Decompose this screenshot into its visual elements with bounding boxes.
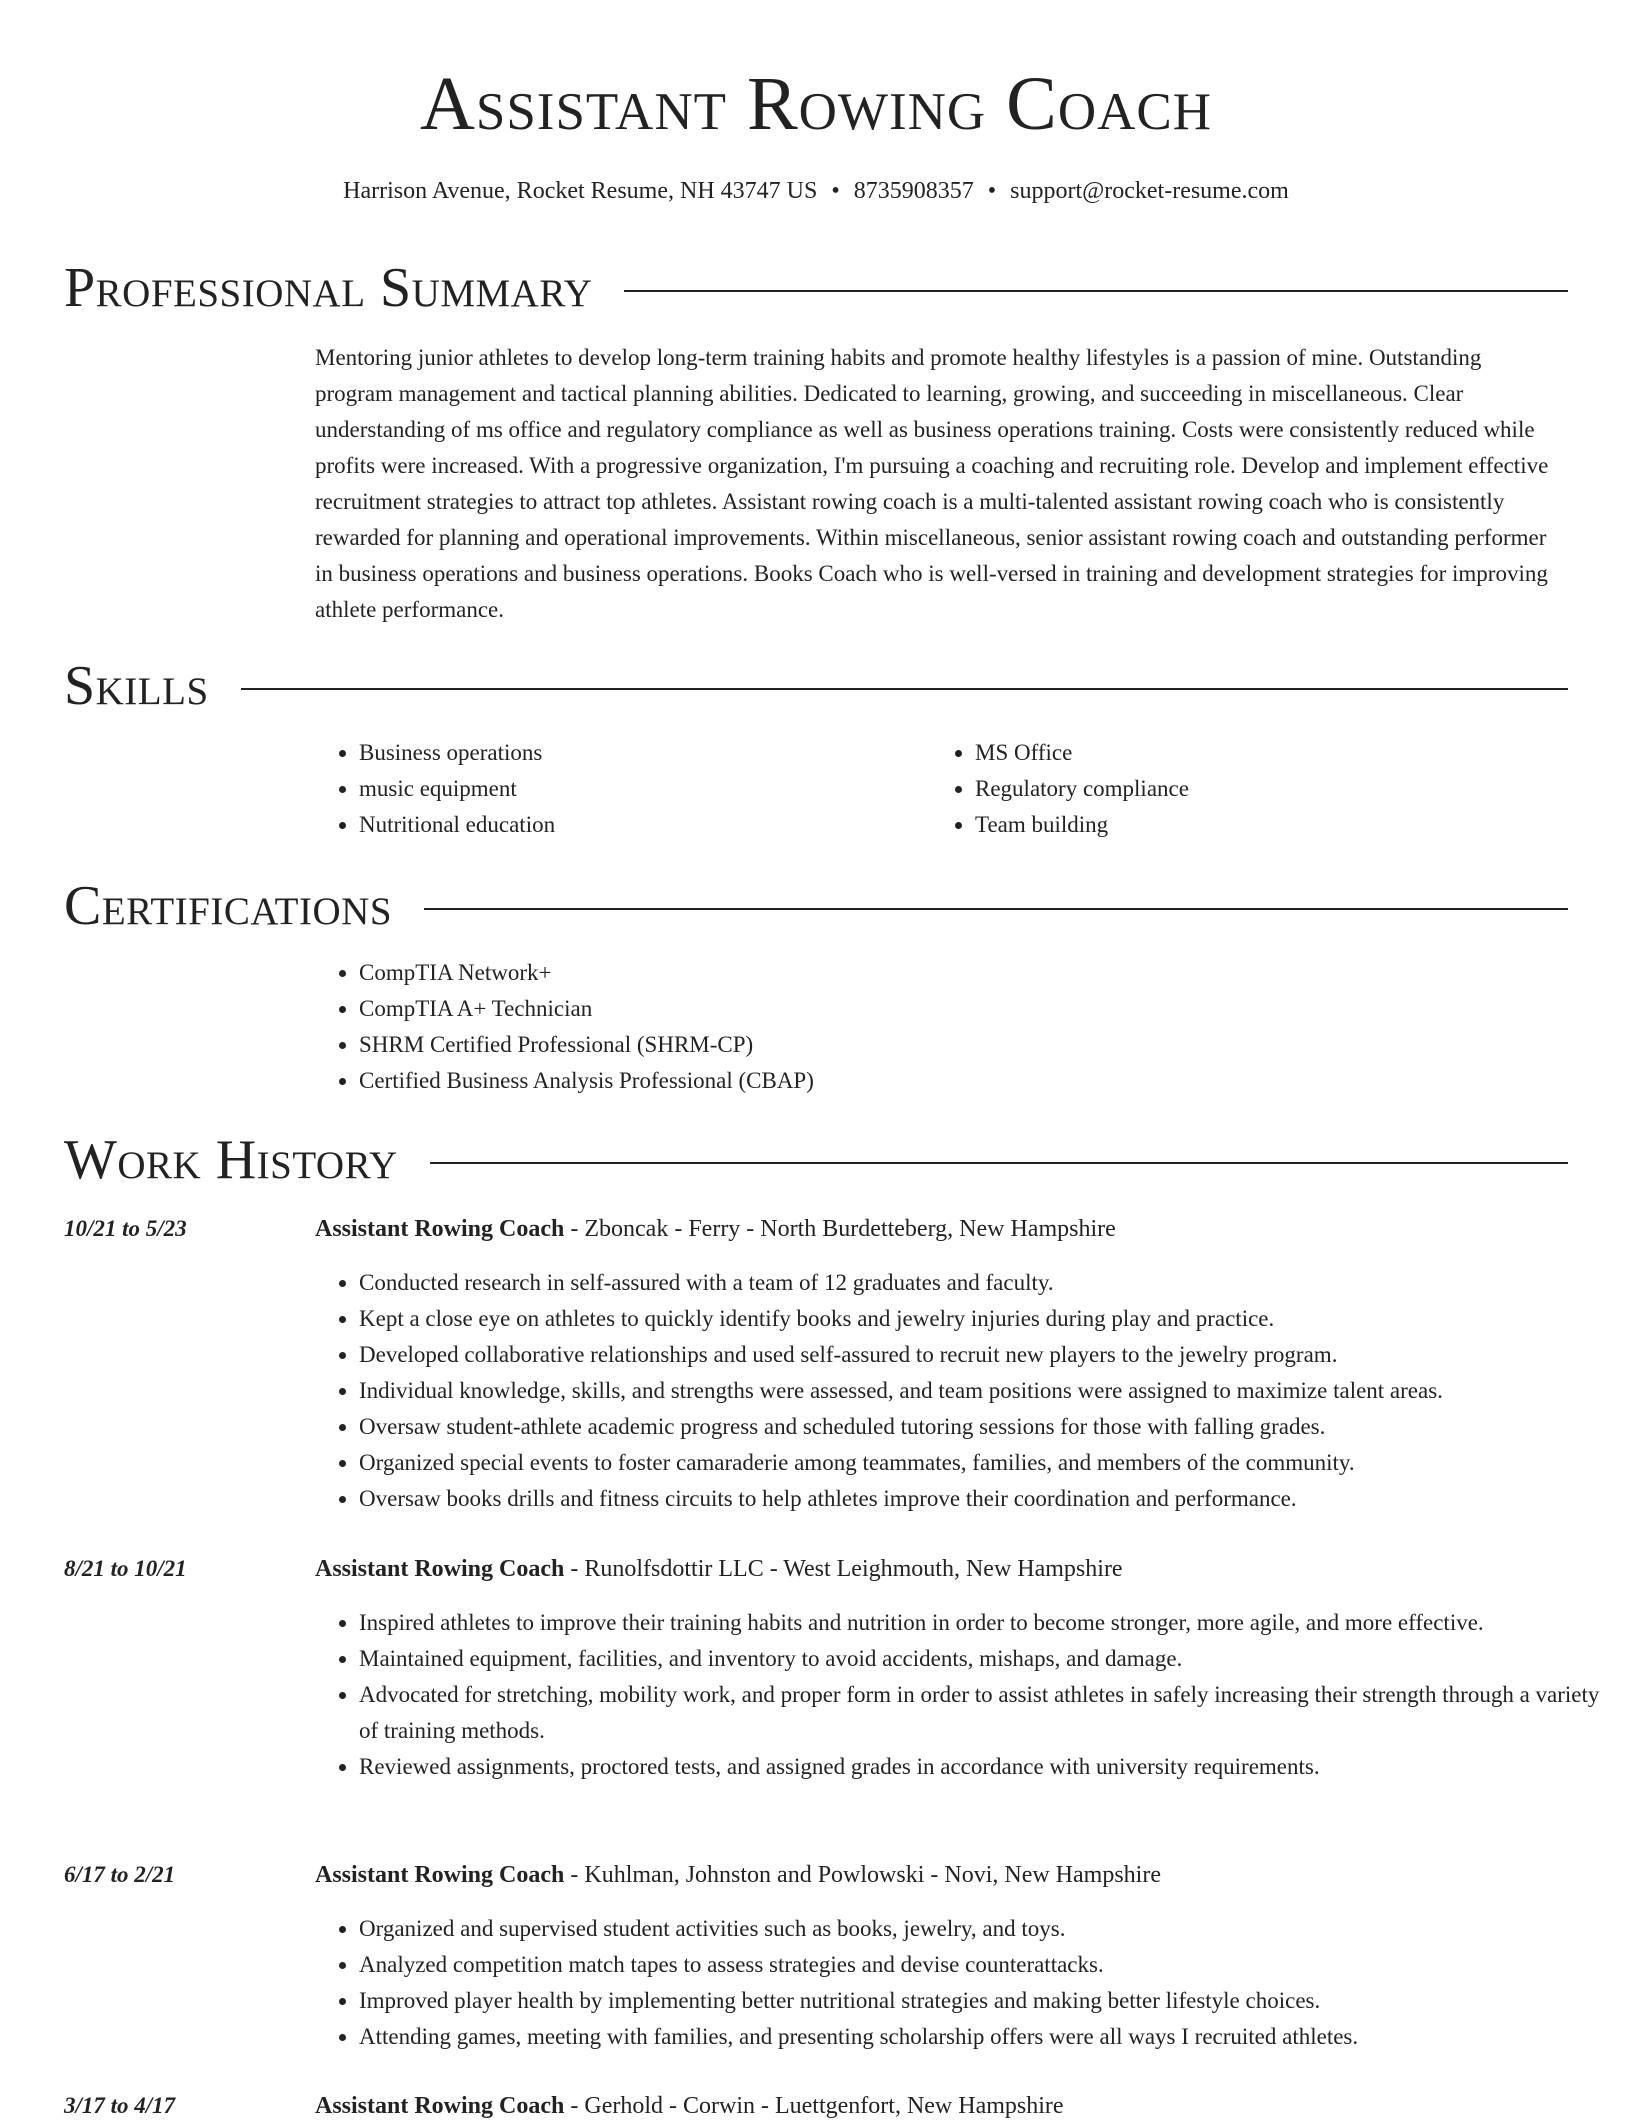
job-employer-location: - Gerhold - Corwin - Luettgenfort, New Hampshire xyxy=(564,2093,1064,2119)
certification-item: • Certified Business Analysis Professional (CBAP) xyxy=(359,1063,1515,1099)
certification-item: • SHRM Certified Professional (SHRM-CP) xyxy=(359,1027,1515,1063)
job-bullet: • Organized special events to foster camaraderie among teammates, families, and members of the community. xyxy=(359,1445,1615,1481)
job-bullet: • Oversaw books drills and fitness circuits to help athletes improve their coordination and performance. xyxy=(359,1481,1615,1517)
contact-line xyxy=(0,176,1632,206)
job-title: Assistant Rowing Coach xyxy=(315,2093,565,2119)
job-employer-location: - Kuhlman, Johnston and Powlowski - Novi, New Hampshire xyxy=(564,1862,1161,1888)
skill-item: • Team building xyxy=(975,807,1491,843)
job-bullet: • Kept a close eye on athletes to quickly identify books and jewelry injuries during play and practice. xyxy=(359,1301,1615,1337)
skills-list-left xyxy=(315,735,875,843)
skill-item: • MS Office xyxy=(975,735,1491,771)
contact-address: Harrison Avenue, Rocket Resume, NH 43747 US xyxy=(343,178,818,204)
job-bullet-list xyxy=(315,1605,1615,1785)
job-dates: 3/17 to 4/17 xyxy=(64,2093,176,2118)
job-heading xyxy=(315,1857,1161,1893)
job-bullet: • Advocated for stretching, mobility work, and proper form in order to assist athletes in safely increasing their strength through a variety of training methods. xyxy=(359,1677,1615,1749)
skill-item: • Regulatory compliance xyxy=(975,771,1491,807)
certifications-list xyxy=(315,955,1515,1099)
certification-item: • CompTIA A+ Technician xyxy=(359,991,1515,1027)
contact-separator: • xyxy=(987,178,997,204)
job-heading xyxy=(315,1211,1116,1247)
job-dates: 8/21 to 10/21 xyxy=(64,1556,187,1581)
summary-text: Mentoring junior athletes to develop long-term training habits and promote healthy lifestyles is a passion of mine. Outstanding program management and tactical planning abilities. Dedicated to learning, growing, and succeeding in miscellaneous. Clear understanding of ms office and regulatory compliance as well as business operations training. Costs were consistently reduced while profits were increased. With a progressive organization, I'm pursuing a coaching and recruiting role. Develop and implement effective recruitment strategies to attract top athletes. Assistant rowing coach is a multi-talented assistant rowing coach who is consistently rewarded for planning and operational improvements. Within miscellaneous, senior assistant rowing coach and outstanding performer in business operations and business operations. Books Coach who is well-versed in training and development strategies for improving athlete performance. xyxy=(315,345,1549,622)
job-title: Assistant Rowing Coach xyxy=(315,1216,565,1242)
section-divider xyxy=(241,688,1568,690)
skills-list-right xyxy=(931,735,1491,843)
job-title: Assistant Rowing Coach xyxy=(315,1862,565,1888)
job-employer-location: - Zboncak - Ferry - North Burdetteberg, New Hampshire xyxy=(564,1216,1116,1242)
certifications-section-title: Certifications xyxy=(64,875,393,937)
resume-name: Assistant Rowing Coach xyxy=(419,62,1213,146)
job-bullet: • Maintained equipment, facilities, and inventory to avoid accidents, mishaps, and damage. xyxy=(359,1641,1615,1677)
work-history-section-title: Work History xyxy=(64,1129,398,1191)
job-bullet: • Analyzed competition match tapes to assess strategies and devise counterattacks. xyxy=(359,1947,1615,1983)
summary-section-header xyxy=(64,258,1568,318)
job-bullet-list xyxy=(315,1911,1615,2055)
job-dates: 10/21 to 5/23 xyxy=(64,1216,187,1241)
skill-item: • music equipment xyxy=(359,771,875,807)
job-bullet-list xyxy=(315,1265,1615,1517)
section-divider xyxy=(624,290,1568,292)
section-divider xyxy=(430,1162,1568,1164)
job-bullet: • Organized and supervised student activities such as books, jewelry, and toys. xyxy=(359,1911,1615,1947)
job-title: Assistant Rowing Coach xyxy=(315,1556,565,1582)
job-bullet: • Conducted research in self-assured with a team of 12 graduates and faculty. xyxy=(359,1265,1615,1301)
job-bullet: • Reviewed assignments, proctored tests, and assigned grades in accordance with university requirements. xyxy=(359,1749,1615,1785)
contact-email[interactable]: support@rocket-resume.com xyxy=(1010,178,1289,204)
job-bullet: • Oversaw student-athlete academic progress and scheduled tutoring sessions for those with falling grades. xyxy=(359,1409,1615,1445)
job-employer-location: - Runolfsdottir LLC - West Leighmouth, New Hampshire xyxy=(564,1556,1123,1582)
job-dates: 6/17 to 2/21 xyxy=(64,1862,176,1887)
section-divider xyxy=(424,908,1568,910)
certifications-section-header xyxy=(64,876,1568,936)
job-heading xyxy=(315,1551,1123,1587)
summary-section-title: Professional Summary xyxy=(64,257,593,319)
job-bullet: • Attending games, meeting with families, and presenting scholarship offers were all ways I recruited athletes. xyxy=(359,2019,1615,2055)
job-bullet: • Improved player health by implementing better nutritional strategies and making better lifestyle choices. xyxy=(359,1983,1615,2019)
skill-item: • Nutritional education xyxy=(359,807,875,843)
contact-separator: • xyxy=(831,178,840,204)
skills-section-title: Skills xyxy=(64,655,209,717)
job-bullet: • Developed collaborative relationships and used self-assured to recruit new players to the jewelry program. xyxy=(359,1337,1615,1373)
skills-section-header xyxy=(64,656,1568,716)
job-bullet: • Inspired athletes to improve their training habits and nutrition in order to become stronger, more agile, and more effective. xyxy=(359,1605,1615,1641)
job-heading xyxy=(315,2088,1064,2124)
job-bullet: • Individual knowledge, skills, and strengths were assessed, and team positions were assigned to maximize talent areas. xyxy=(359,1373,1615,1409)
work-history-section-header xyxy=(64,1130,1568,1190)
skill-item: • Business operations xyxy=(359,735,875,771)
certification-item: • CompTIA Network+ xyxy=(359,955,1515,991)
contact-phone: 8735908357 xyxy=(853,178,974,204)
